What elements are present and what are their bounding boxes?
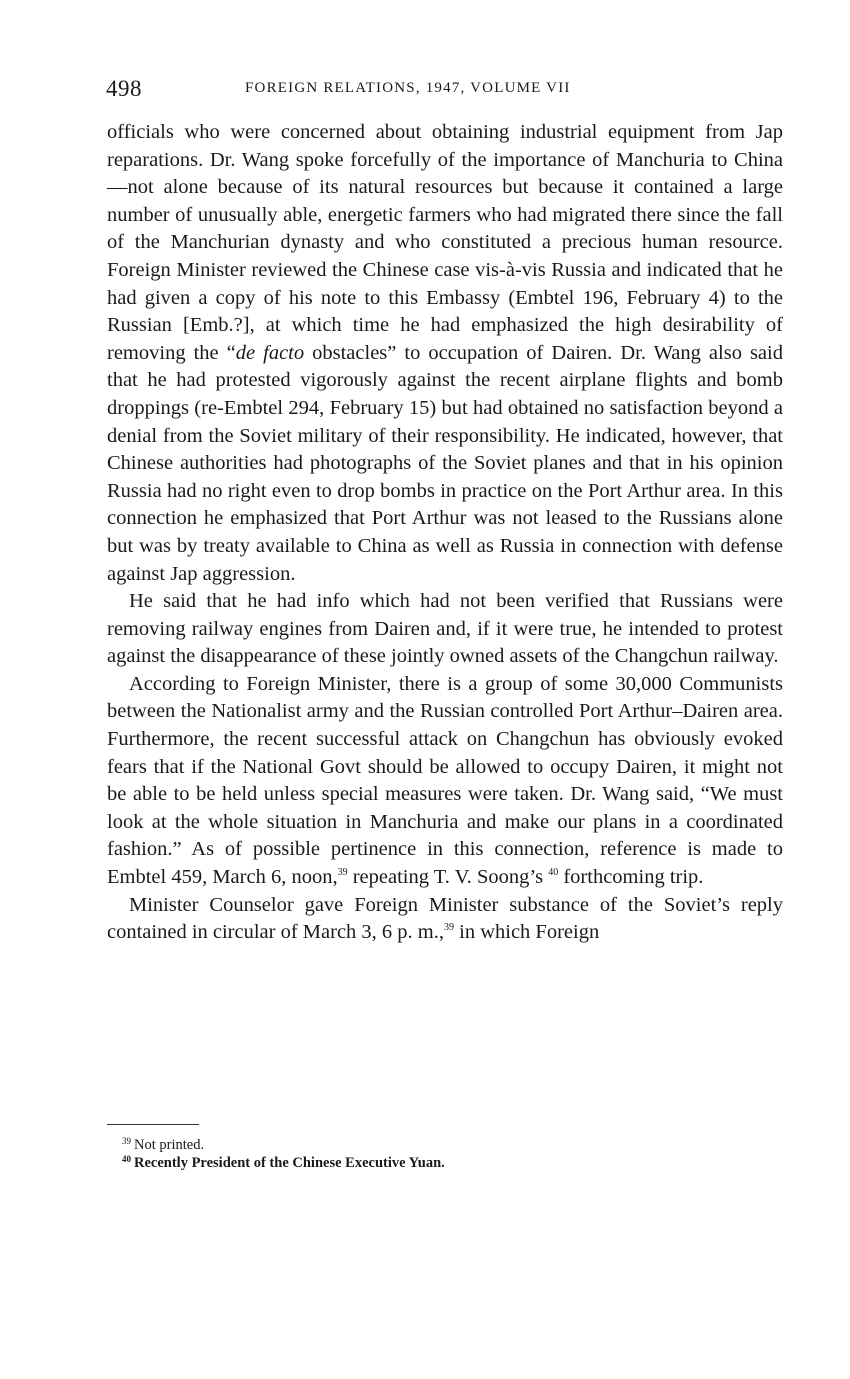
footnote-40 [122, 1154, 445, 1172]
paragraph-4-text-a: Minister Counselor gave Foreign Minister substance of the Soviet’s reply contained in circular of March 3, 6 p. m., [107, 893, 783, 944]
paragraph-3-text-c: forthcoming trip. [558, 866, 704, 889]
footnote-ref-40: 40 [548, 867, 559, 879]
page-number: 498 [106, 76, 142, 101]
paragraph-3-text-a: According to Foreign Minister, there is a group of some 30,000 Communists between the Nationalist army and the Russian controlled Port Arthur–Dairen area. Furthermore, the recent successful attack on Changchun has obviously evoked fears that if the National Govt should be allowed to occupy Dairen, it might not be able to be held unless special measures were taken. Dr. Wang said, “We must look at the whole situation in Manchuria and make our plans in a coordinated fashion.” As of possible pertinence in this connection, reference is made to Embtel 459, March 6, noon, [107, 672, 783, 889]
footnote-40-text: Recently President of the Chinese Executive Yuan. [134, 1155, 445, 1171]
paragraph-3-text-b: repeating T. V. Soong’s [347, 866, 549, 889]
footnote-divider [107, 1124, 199, 1125]
footnote-40-number: 40 [122, 1154, 131, 1164]
footnote-ref-39: 39 [337, 867, 348, 879]
footnote-39-number: 39 [122, 1136, 131, 1146]
italic-de-facto: de facto [235, 341, 305, 364]
body-text [107, 119, 783, 947]
running-head: FOREIGN RELATIONS, 1947, VOLUME VII [245, 80, 571, 96]
footnote-39 [122, 1136, 445, 1154]
paragraph-4 [107, 892, 783, 947]
paragraph-4-text-b: in which Foreign [454, 921, 600, 944]
footnotes [122, 1136, 445, 1172]
paragraph-3 [107, 671, 783, 892]
footnote-39-text: Not printed. [134, 1137, 205, 1153]
paragraph-2: He said that he had info which had not been verified that Russians were removing railway engines from Dairen and, if it were true, he intended to protest against the disappearance of these jointly owned assets of the Changchun railway. [107, 590, 783, 668]
paragraph-1-text-a: officials who were concerned about obtaining industrial equipment from Jap reparations. Dr. Wang spoke forcefully of the importance of Manchuria to China—not alone because of its natural resources but because it contained a large number of unusually able, energetic farmers who had migrated there since the fall of the Manchurian dynasty and who constituted a precious human resource. Foreign Minister reviewed the Chinese case vis-à-vis Russia and indicated that he had given a copy of his note to this Embassy (Embtel 196, February 4) to the Russian [Emb.?], at which time he had emphasized the high desirability of removing the “ [107, 121, 783, 364]
footnote-ref-39-second: 39 [444, 922, 454, 934]
paragraph-1 [107, 119, 783, 588]
paragraph-1-text-b: obstacles” to occupation of Dairen. Dr. Wang also said that he had protested vigorously against the recent airplane flights and bomb droppings (re-Embtel 294, February 15) but had obtained no satisfaction beyond a denial from the Soviet military of their responsibility. He indicated, however, that Chinese authorities had photographs of the Soviet planes and that in his opinion Russia had no right even to drop bombs in practice on the Port Arthur area. In this connection he emphasized that Port Arthur was not leased to the Russians alone but was by treaty available to China as well as Russia in connection with defense against Jap aggression. [107, 341, 783, 585]
